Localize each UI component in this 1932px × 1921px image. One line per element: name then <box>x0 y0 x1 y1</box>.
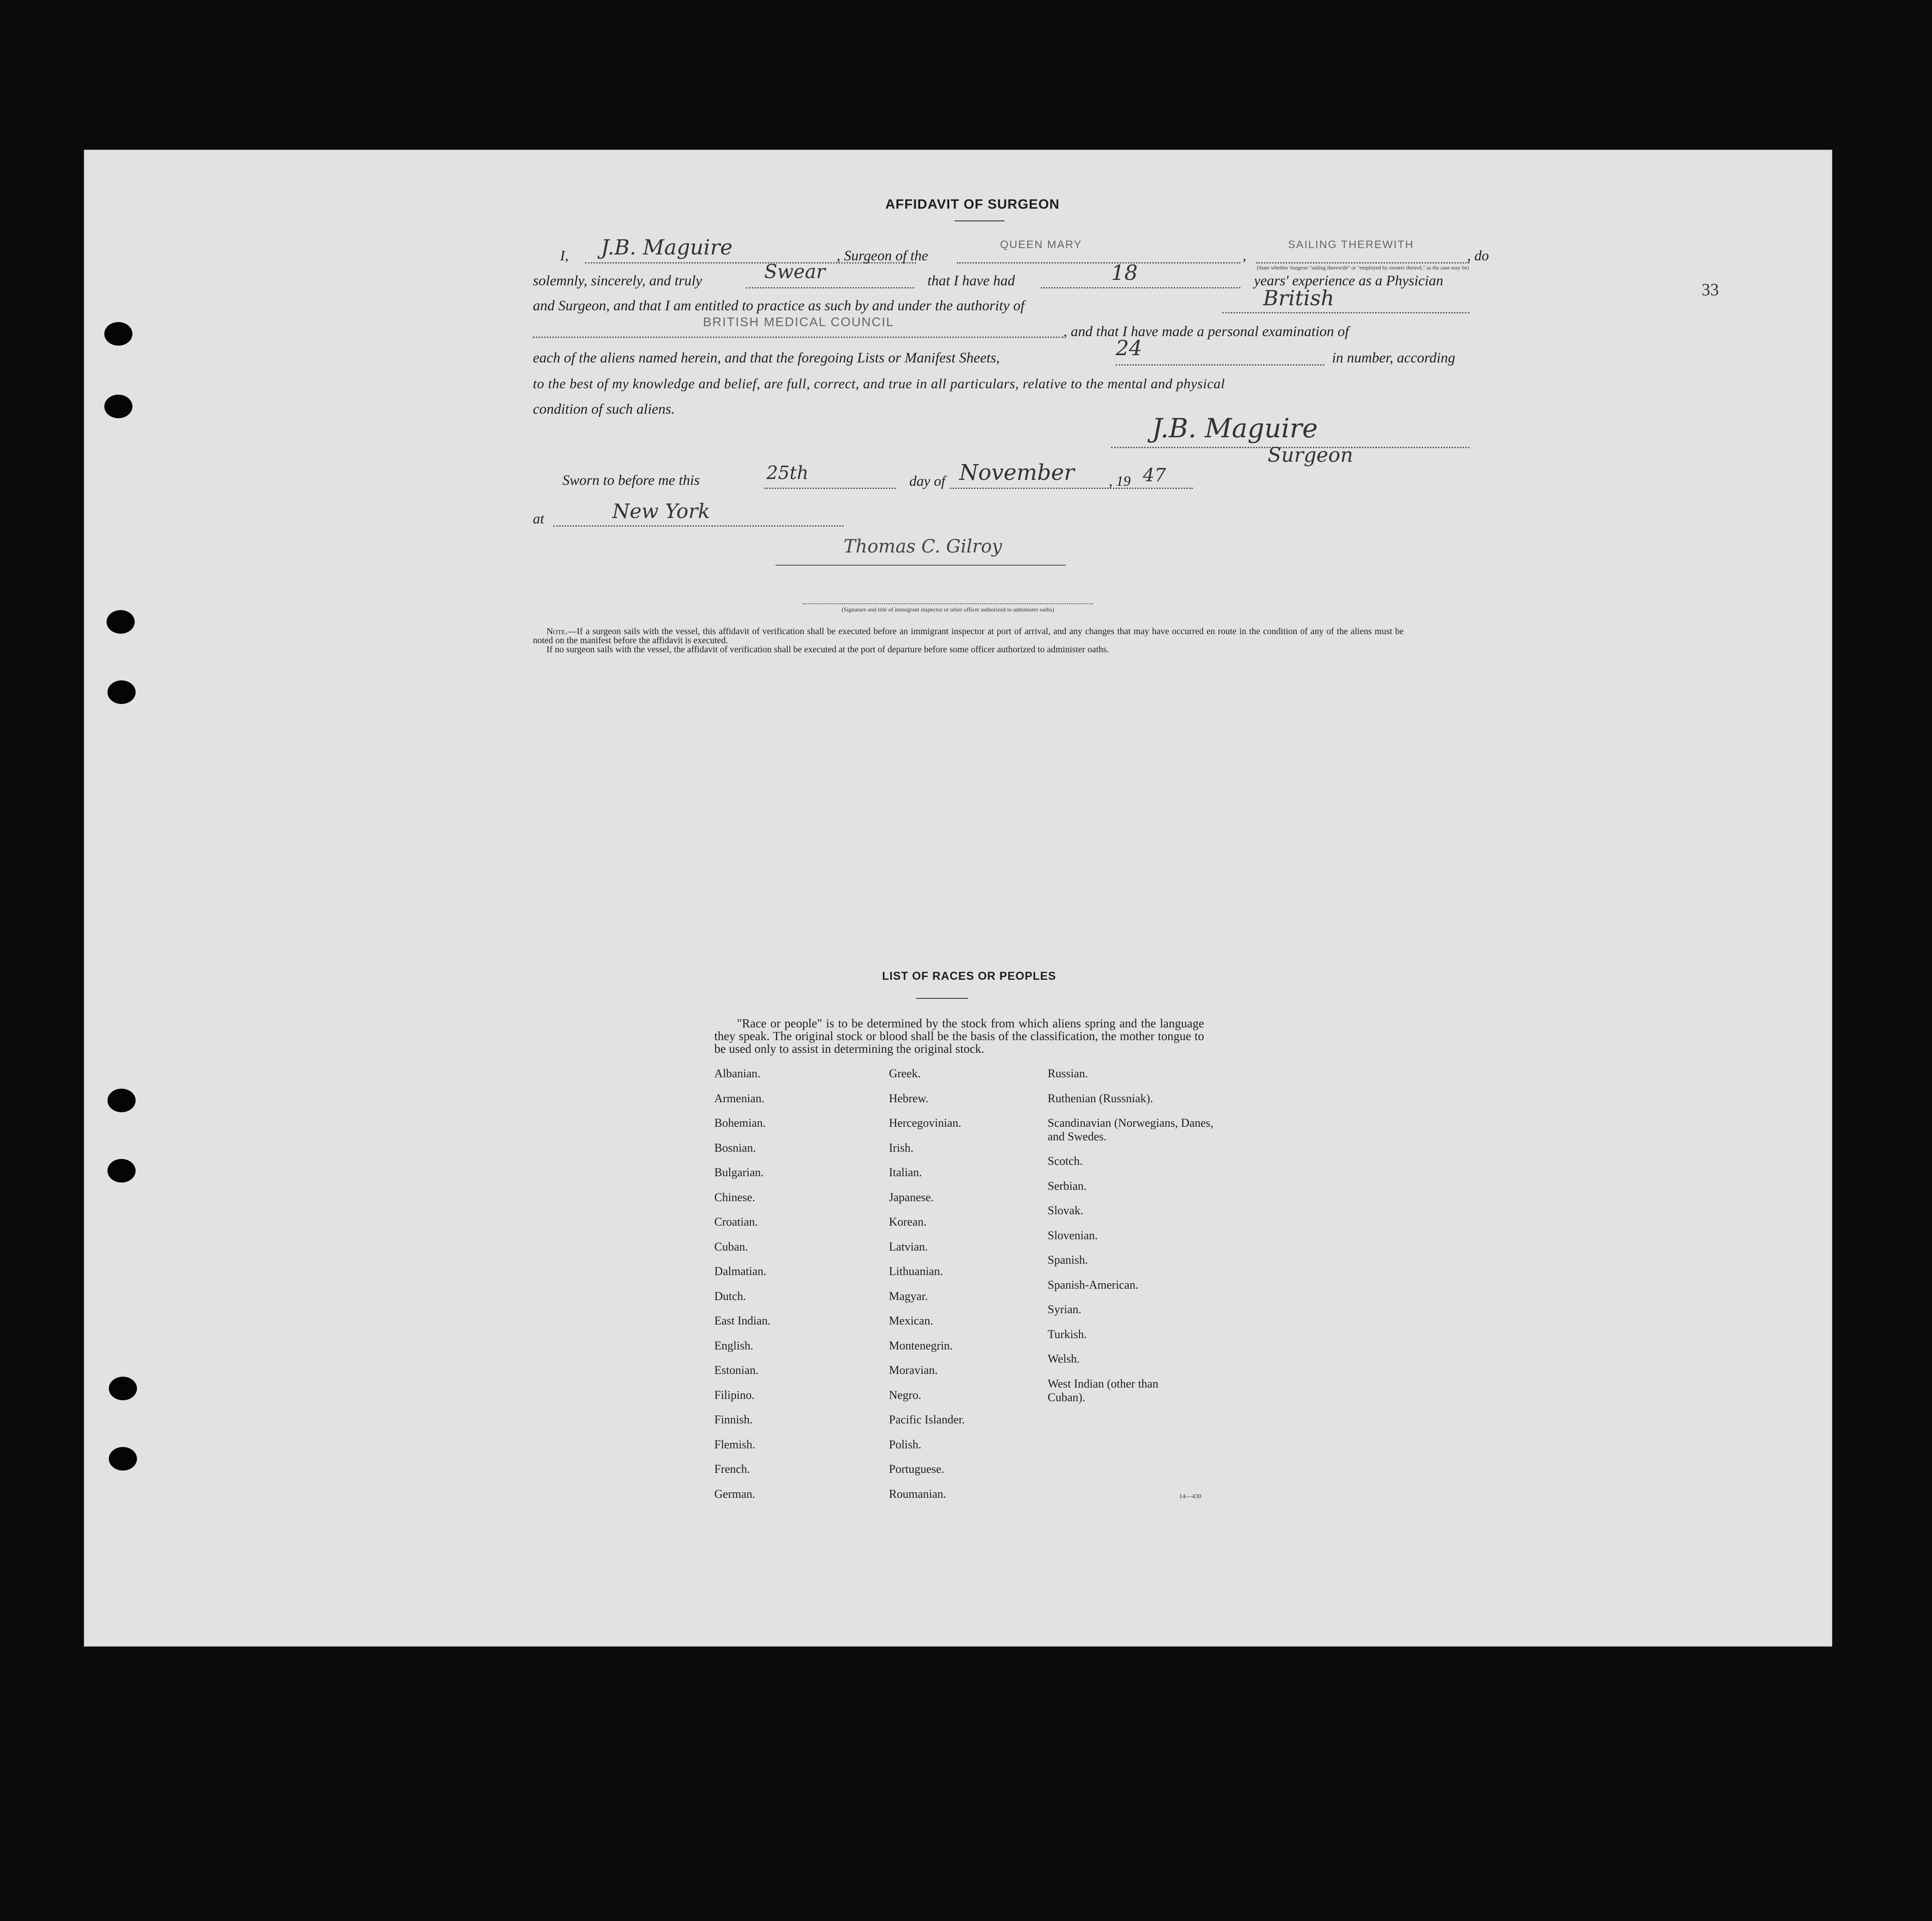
vessel-stamp: QUEEN MARY <box>1000 239 1082 251</box>
text-that-i-have-had: that I have had <box>927 272 1015 288</box>
punch-hole <box>104 322 132 346</box>
race-item: Serbian. <box>1048 1179 1087 1193</box>
text-day-of: day of <box>909 473 946 489</box>
race-item: Greek. <box>889 1067 921 1080</box>
title-rule <box>955 220 1005 221</box>
officer-caption-line <box>803 603 1093 604</box>
authority-line <box>1222 312 1469 313</box>
race-item: Dutch. <box>714 1289 746 1303</box>
race-item: Portuguese. <box>889 1462 945 1476</box>
races-title: LIST OF RACES OR PEOPLES <box>882 970 1056 982</box>
punch-hole <box>107 1089 136 1112</box>
text-to-the-best: to the best of my knowledge and belief, are full, correct, and true in all particulars, relative to the mental and physical <box>533 376 1225 391</box>
race-item: Flemish. <box>714 1437 756 1451</box>
race-item: Roumanian. <box>889 1487 946 1501</box>
race-item: Irish. <box>889 1141 914 1154</box>
text-condition: condition of such aliens. <box>533 401 675 417</box>
years-line <box>1041 287 1240 288</box>
race-item: Moravian. <box>889 1364 938 1377</box>
years-value: 18 <box>1111 260 1138 285</box>
month-line <box>950 488 1193 489</box>
vessel-line <box>957 262 1240 264</box>
sailing-stamp: SAILING THEREWITH <box>1288 239 1414 251</box>
text-in-number: in number, according <box>1332 349 1455 366</box>
text-at: at <box>533 510 544 527</box>
punch-hole <box>109 1447 137 1471</box>
race-item: Korean. <box>889 1215 927 1228</box>
race-item: Hercegovinian. <box>889 1116 961 1129</box>
sworn-day: 25th <box>766 463 809 484</box>
race-item: Japanese. <box>889 1190 934 1204</box>
note-text-1: —If a surgeon sails with the vessel, this affidavit of verification shall be executed before an immigrant inspector at port of arrival, and any changes that may have occurred en route in the condition of any of the aliens must be noted on the manifest before the affidavit is executed. <box>533 626 1404 645</box>
race-item: Finnish. <box>714 1413 753 1426</box>
race-item: Syrian. <box>1048 1303 1082 1316</box>
race-item: Negro. <box>889 1388 922 1402</box>
text-solemnly: solemnly, sincerely, and truly <box>533 272 702 288</box>
officer-caption: (Signature and title of immigrant inspector or other officer authorized to administer oaths) <box>841 606 1054 613</box>
surgeon-signature: J.B. Maguire <box>1152 413 1318 444</box>
affidavit-title: AFFIDAVIT OF SURGEON <box>885 197 1060 212</box>
race-item: Hebrew. <box>889 1091 929 1105</box>
race-item: Turkish. <box>1048 1327 1087 1341</box>
race-item: Bohemian. <box>714 1116 766 1129</box>
authority-line-2 <box>533 337 1064 338</box>
text-personal-examination: , and that I have made a personal examination of <box>1064 323 1349 339</box>
sailing-note: (State whether Surgeon "sailing therewith" or "employed by owners thereof," as the case may be) <box>1257 264 1469 271</box>
race-item: Magyar. <box>889 1289 928 1303</box>
race-item: Dalmatian. <box>714 1265 766 1278</box>
punch-hole <box>107 680 136 704</box>
races-title-rule <box>916 998 968 999</box>
race-item: Pacific Islander. <box>889 1413 965 1426</box>
races-column-3 <box>1048 1061 1215 1410</box>
race-item: Spanish. <box>1048 1253 1088 1266</box>
race-item: Italian. <box>889 1166 922 1179</box>
races-column-1 <box>714 1061 771 1506</box>
authority-handwritten: British <box>1263 286 1334 310</box>
punch-hole <box>109 1377 137 1400</box>
race-item: Polish. <box>889 1437 922 1451</box>
race-item: Ruthenian (Russniak). <box>1048 1091 1153 1105</box>
sworn-month: November <box>959 460 1075 485</box>
punch-hole <box>107 610 135 634</box>
council-stamp: BRITISH MEDICAL COUNCIL <box>703 315 894 329</box>
text-and-surgeon: and Surgeon, and that I am entitled to practice as such by and under the authority of <box>533 297 1025 313</box>
race-item: Latvian. <box>889 1240 928 1253</box>
text-i: I, <box>560 247 569 264</box>
oath-word: Swear <box>764 260 825 283</box>
race-item: Slovak. <box>1048 1204 1083 1217</box>
note-paragraph-2: If no surgeon sails with the vessel, the affidavit of verification shall be executed at the port of departure before some officer authorized to administer oaths. <box>546 645 1109 655</box>
page-number: 33 <box>1702 280 1719 299</box>
race-item: Slovenian. <box>1048 1228 1098 1242</box>
races-intro: "Race or people" is to be determined by the stock from which aliens spring and the language they speak. The original stock or blood shall be the basis of the classification, the mother tongue to be used only to assist in determining the original stock. <box>714 1017 1204 1056</box>
race-item: Mexican. <box>889 1314 933 1327</box>
race-item: German. <box>714 1487 756 1501</box>
race-item: Montenegrin. <box>889 1339 953 1352</box>
sailing-line <box>1256 262 1469 264</box>
race-item: Scandinavian (Norwegians, Danes, and Swedes. <box>1048 1116 1214 1143</box>
sworn-year: 47 <box>1143 465 1166 486</box>
race-item: West Indian (other than Cuban). <box>1048 1377 1159 1404</box>
race-item: Scotch. <box>1048 1154 1083 1168</box>
note-label: Note. <box>546 626 568 636</box>
signature-title: Surgeon <box>1268 444 1353 467</box>
race-item: French. <box>714 1462 750 1476</box>
race-item: Lithuanian. <box>889 1265 943 1278</box>
race-item: Cuban. <box>714 1240 748 1253</box>
race-item: East Indian. <box>714 1314 771 1327</box>
text-each-of-the-aliens: each of the aliens named herein, and that the foregoing Lists or Manifest Sheets, <box>533 349 1000 366</box>
race-item: Bosnian. <box>714 1141 756 1154</box>
place-line <box>553 525 844 527</box>
punch-hole <box>107 1159 136 1183</box>
text-surgeon-of: , Surgeon of the <box>837 247 928 264</box>
race-item: Estonian. <box>714 1364 759 1377</box>
races-column-2 <box>889 1061 965 1506</box>
place: New York <box>612 500 710 523</box>
race-item: Welsh. <box>1048 1352 1080 1365</box>
race-item: Russian. <box>1048 1067 1088 1080</box>
note-paragraph-1 <box>533 627 1404 645</box>
race-item: Croatian. <box>714 1215 758 1228</box>
comma: , <box>1243 247 1246 264</box>
officer-line <box>776 565 1066 566</box>
form-number: 14—430 <box>1179 1493 1201 1500</box>
text-years-experience: years' experience as a Physician <box>1254 272 1444 288</box>
text-year-prefix: , 19 <box>1109 473 1131 489</box>
race-item: Chinese. <box>714 1190 756 1204</box>
sheets-count: 24 <box>1116 336 1142 360</box>
surgeon-name: J.B. Maguire <box>601 235 733 259</box>
day-line <box>764 488 896 489</box>
sheets-line <box>1116 364 1324 366</box>
text-sworn: Sworn to before me this <box>562 472 700 488</box>
text-do: , do <box>1467 247 1489 264</box>
race-item: Albanian. <box>714 1067 761 1080</box>
officer-signature: Thomas C. Gilroy <box>844 536 1002 557</box>
race-item: Bulgarian. <box>714 1166 764 1179</box>
race-item: Armenian. <box>714 1091 765 1105</box>
race-item: English. <box>714 1339 753 1352</box>
punch-hole <box>104 395 132 418</box>
race-item: Spanish-American. <box>1048 1278 1139 1291</box>
race-item: Filipino. <box>714 1388 755 1402</box>
oath-line <box>746 287 914 288</box>
document-page <box>84 150 1832 1647</box>
